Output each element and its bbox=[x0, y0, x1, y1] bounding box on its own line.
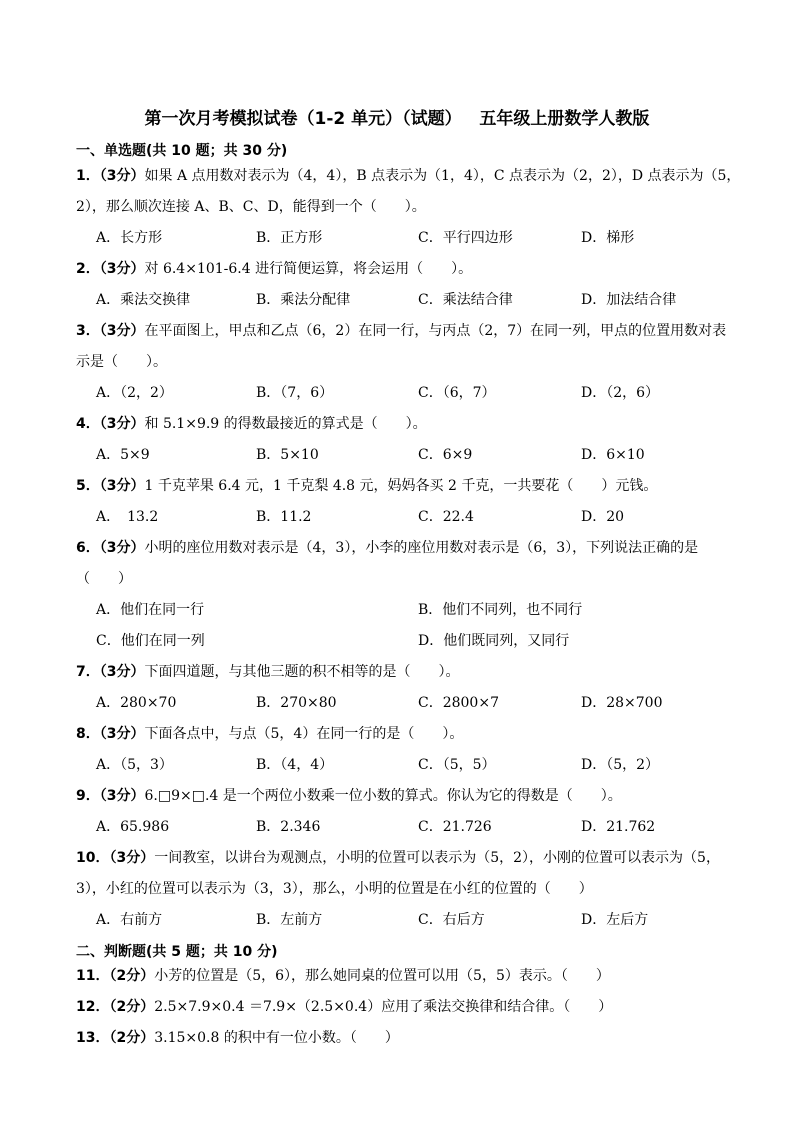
option-d[interactable]: D．梯形 bbox=[581, 230, 635, 246]
option-d[interactable]: D．21.762 bbox=[581, 819, 656, 835]
question-number: 9． bbox=[76, 788, 100, 804]
question-6-continued: （ ） bbox=[76, 571, 132, 587]
question-number: 11． bbox=[76, 968, 110, 984]
option-b[interactable]: B．5×10 bbox=[256, 447, 319, 463]
question-9-options bbox=[96, 818, 736, 926]
question-points: （3分） bbox=[99, 323, 145, 339]
option-a[interactable]: A．5×9 bbox=[96, 447, 150, 463]
question-number: 7． bbox=[76, 664, 100, 680]
option-b[interactable]: B．左前方 bbox=[256, 912, 323, 928]
option-d[interactable]: D．6×10 bbox=[581, 447, 645, 463]
question-text: 1 千克苹果 6.4 元，1 千克梨 4.8 元，妈妈各买 2 千克，一共要花（ ）元钱。 bbox=[144, 478, 658, 494]
question-text: 6.□9×□.4 是一个两位小数乘一位小数的算式。你认为它的得数是（ ）。 bbox=[144, 788, 622, 804]
question-5 bbox=[76, 477, 756, 495]
question-number: 2． bbox=[76, 261, 100, 277]
option-a[interactable]: A．长方形 bbox=[96, 230, 163, 246]
question-3 bbox=[76, 322, 756, 340]
option-a[interactable]: A．乘法交换律 bbox=[96, 292, 191, 308]
question-points: （3分） bbox=[99, 788, 145, 804]
question-points: （3分） bbox=[99, 726, 145, 742]
option-b[interactable]: B．乘法分配律 bbox=[256, 292, 351, 308]
section-heading-single-choice: 一、单选题(共 10 题；共 30 分) bbox=[76, 143, 288, 159]
option-a[interactable]: A．65.986 bbox=[96, 819, 170, 835]
question-13 bbox=[76, 1029, 756, 1047]
option-d[interactable]: D．（2，6） bbox=[581, 385, 660, 401]
option-b[interactable]: B．2.346 bbox=[256, 819, 321, 835]
question-number: 4． bbox=[76, 416, 100, 432]
question-text: 2.5×7.9×0.4 ＝7.9×（2.5×0.4）应用了乘法交换律和结合律。（ ） bbox=[154, 999, 613, 1015]
question-text: 如果 A 点用数对表示为（4，4），B 点表示为（1，4），C 点表示为（2，2），D 点表示为（5， bbox=[144, 168, 741, 184]
question-3-continued: 示是（ ）。 bbox=[76, 354, 167, 370]
question-points: （2分） bbox=[109, 968, 155, 984]
section-heading-judgment: 二、判断题(共 5 题；共 10 分) bbox=[76, 944, 278, 960]
question-text: 一间教室，以讲台为观测点，小明的位置可以表示为（5，2），小刚的位置可以表示为（5， bbox=[154, 850, 720, 866]
option-d[interactable]: D．他们既同列，又同行 bbox=[418, 633, 570, 649]
question-number: 8． bbox=[76, 726, 100, 742]
question-text: 下面各点中，与点（5，4）在同一行的是（ ）。 bbox=[144, 726, 464, 742]
question-text: 对 6.4×101-6.4 进行简便运算，将会运用（ ）。 bbox=[144, 261, 473, 277]
question-2 bbox=[76, 260, 756, 278]
question-number: 10． bbox=[76, 850, 110, 866]
question-10-continued: 3），小红的位置可以表示为（3，3），那么，小明的位置是在小红的位置的（ ） bbox=[76, 881, 593, 897]
question-number: 6． bbox=[76, 540, 100, 556]
question-number: 12． bbox=[76, 999, 110, 1015]
option-c[interactable]: C．（6，7） bbox=[418, 385, 496, 401]
question-1 bbox=[76, 167, 756, 185]
question-number: 13． bbox=[76, 1030, 110, 1046]
question-8 bbox=[76, 725, 756, 743]
option-c[interactable]: C．22.4 bbox=[418, 509, 474, 525]
question-points: （3分） bbox=[99, 478, 145, 494]
option-a[interactable]: A．（2，2） bbox=[96, 385, 173, 401]
option-c[interactable]: C．他们在同一列 bbox=[96, 633, 205, 649]
option-d[interactable]: D．20 bbox=[581, 509, 625, 525]
question-4 bbox=[76, 415, 756, 433]
page-title: 第一次月考模拟试卷（1-2 单元）（试题） 五年级上册数学人教版 bbox=[144, 109, 650, 129]
option-b[interactable]: B．正方形 bbox=[256, 230, 323, 246]
option-c[interactable]: C．2800×7 bbox=[418, 695, 499, 711]
question-7 bbox=[76, 663, 756, 681]
question-11 bbox=[76, 967, 756, 985]
question-number: 3． bbox=[76, 323, 100, 339]
question-1-continued: 2），那么顺次连接 A、B、C、D，能得到一个（ ）。 bbox=[76, 199, 426, 215]
option-b[interactable]: B．他们不同列，也不同行 bbox=[418, 602, 583, 618]
option-b[interactable]: B．11.2 bbox=[256, 509, 312, 525]
option-d[interactable]: D．（5，2） bbox=[581, 757, 660, 773]
question-5-options bbox=[96, 508, 736, 616]
question-2-options bbox=[96, 291, 736, 399]
option-d[interactable]: D．左后方 bbox=[581, 912, 649, 928]
option-c[interactable]: C．右后方 bbox=[418, 912, 485, 928]
question-6 bbox=[76, 539, 756, 557]
option-c[interactable]: C．21.726 bbox=[418, 819, 492, 835]
option-d[interactable]: D．加法结合律 bbox=[581, 292, 677, 308]
question-10 bbox=[76, 849, 756, 867]
question-text: 和 5.1×9.9 的得数最接近的算式是（ ）。 bbox=[144, 416, 427, 432]
question-number: 1． bbox=[76, 168, 100, 184]
question-points: （3分） bbox=[99, 540, 145, 556]
question-points: （3分） bbox=[99, 168, 145, 184]
question-text: 小芳的位置是（5，6），那么她同桌的位置可以用（5，5）表示。（ ） bbox=[154, 968, 610, 984]
question-points: （2分） bbox=[109, 999, 155, 1015]
question-points: （3分） bbox=[99, 664, 145, 680]
question-text: 小明的座位用数对表示是（4，3），小李的座位用数对表示是（6，3），下列说法正确的是 bbox=[144, 540, 699, 556]
question-text: 在平面图上，甲点和乙点（6，2）在同一行，与丙点（2，7）在同一列，甲点的位置用数对表 bbox=[144, 323, 727, 339]
option-b[interactable]: B．270×80 bbox=[256, 695, 337, 711]
option-a[interactable]: A．（5，3） bbox=[96, 757, 173, 773]
question-points: （3分） bbox=[109, 850, 155, 866]
question-12 bbox=[76, 998, 756, 1016]
option-a[interactable]: A．他们在同一行 bbox=[96, 602, 205, 618]
question-9 bbox=[76, 787, 756, 805]
question-text: 3.15×0.8 的积中有一位小数。（ ） bbox=[154, 1030, 399, 1046]
question-number: 5． bbox=[76, 478, 100, 494]
option-c[interactable]: C．6×9 bbox=[418, 447, 473, 463]
option-a[interactable]: A．右前方 bbox=[96, 912, 163, 928]
question-points: （2分） bbox=[109, 1030, 155, 1046]
option-a[interactable]: A． 13.2 bbox=[96, 509, 159, 525]
option-c[interactable]: C．（5，5） bbox=[418, 757, 496, 773]
option-c[interactable]: C．乘法结合律 bbox=[418, 292, 513, 308]
option-d[interactable]: D．28×700 bbox=[581, 695, 663, 711]
question-text: 下面四道题，与其他三题的积不相等的是（ ）。 bbox=[144, 664, 460, 680]
option-b[interactable]: B．（7，6） bbox=[256, 385, 334, 401]
option-c[interactable]: C．平行四边形 bbox=[418, 230, 513, 246]
option-b[interactable]: B．（4，4） bbox=[256, 757, 334, 773]
question-points: （3分） bbox=[99, 416, 145, 432]
question-points: （3分） bbox=[99, 261, 145, 277]
option-a[interactable]: A．280×70 bbox=[96, 695, 177, 711]
